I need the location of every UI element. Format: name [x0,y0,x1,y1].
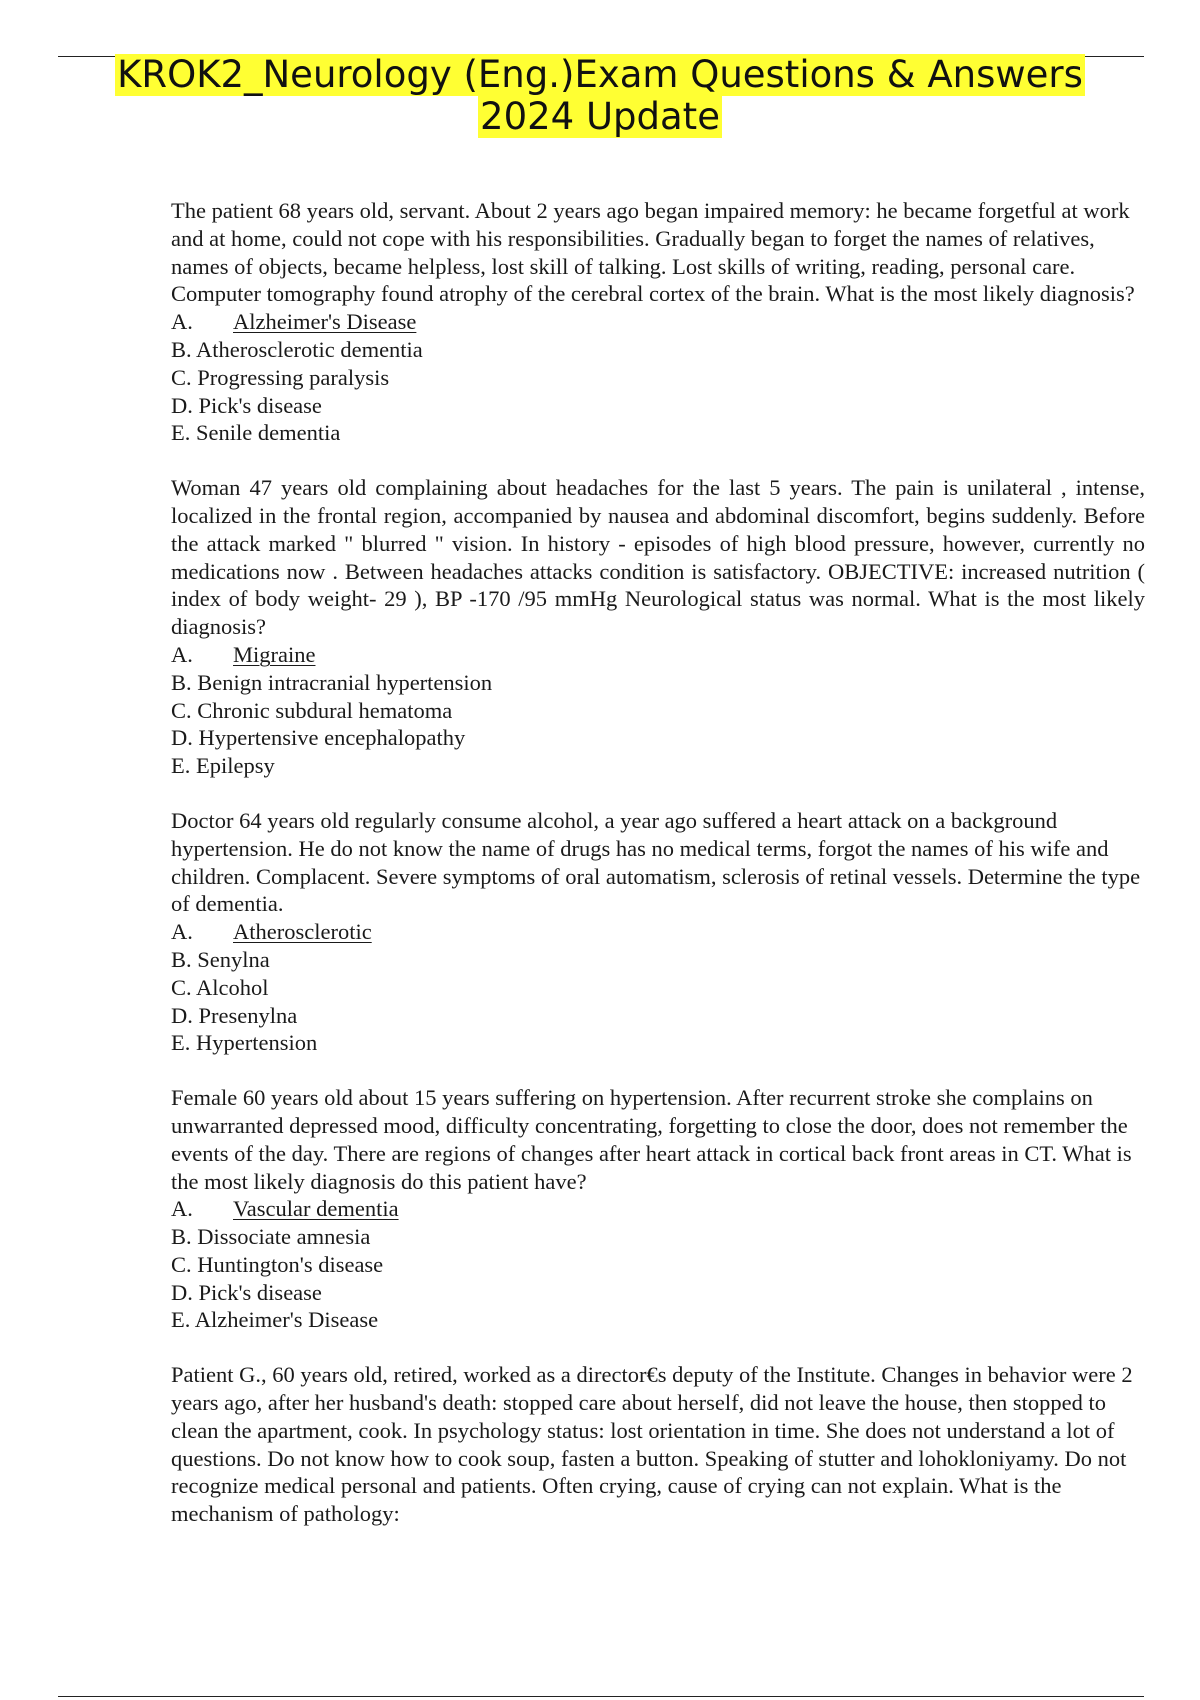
correct-answer: Alzheimer's Disease [233,309,417,335]
question-2 [171,474,1145,780]
option-letter: A. [171,641,193,667]
option-d: D. Pick's disease [171,392,322,418]
option-c: C. Progressing paralysis [171,364,390,390]
title-line-1: KROK2_Neurology (Eng.)Exam Questions & Answers [117,53,1083,96]
option-letter: A. [171,1196,193,1222]
questions-list [171,197,1145,1555]
option-e: E. Hypertension [171,1030,318,1056]
option-b: B. Senylna [171,946,270,972]
document-title [0,54,1200,138]
option-letter: A. [171,919,193,945]
option-e: E. Alzheimer's Disease [171,1307,379,1333]
correct-answer: Migraine [233,641,316,667]
correct-answer: Vascular dementia [233,1196,399,1222]
option-d: D. Hypertensive encephalopathy [171,725,466,751]
bottom-rule [58,1696,1144,1697]
option-b: B. Dissociate amnesia [171,1224,371,1250]
option-a-correct [171,918,1145,946]
title-line-2: 2024 Update [480,95,720,138]
option-letter: A. [171,309,193,335]
option-d: D. Pick's disease [171,1279,322,1305]
question-stem: Doctor 64 years old regularly consume alcohol, a year ago suffered a heart attack on a background hypertension. He do not know the name of drugs has no medical terms, forgot the names of his wife and children. Complacent. Severe symptoms of oral automatism, sclerosis of retinal vessels. Determine the type of dementia. [171,807,1141,917]
option-b: B. Benign intracranial hypertension [171,669,493,695]
option-a-correct [171,641,1145,669]
question-3 [171,807,1145,1057]
option-e: E. Epilepsy [171,753,275,779]
option-c: C. Alcohol [171,974,269,1000]
question-stem: Female 60 years old about 15 years suffering on hypertension. After recurrent stroke she complains on unwarranted depressed mood, difficulty concentrating, forgetting to close the door, does not remember the events of the day. There are regions of changes after heart attack in cortical back front areas in CT. What is the most likely diagnosis do this patient have? [171,1085,1132,1194]
question-1 [171,197,1145,447]
option-a-correct [171,1195,1145,1223]
option-b: B. Atherosclerotic dementia [171,336,423,362]
question-stem: Patient G., 60 years old, retired, worked as a director€s deputy of the Institute. Changes in behavior were 2 years ago, after her husband's death: stopped care about herself, did not leave the house, then stopped to clean the apartment, cook. In psychology status: lost orientation in time. She does not understand a lot of questions. Do not know how to cook soup, fasten a button. Speaking of stutter and lohokloniyamy. Do not recognize medical personal and patients. Often crying, cause of crying can not explain. What is the mechanism of pathology: [171,1362,1133,1527]
question-stem: The patient 68 years old, servant. About 2 years ago began impaired memory: he became forgetful at work and at home, could not cope with his responsibilities. Gradually began to forget the names of relatives, names of objects, became helpless, lost skill of talking. Lost skills of writing, reading, personal care. Computer tomography found atrophy of the cerebral cortex of the brain. What is the most likely diagnosis? [171,198,1135,307]
question-stem: Woman 47 years old complaining about headaches for the last 5 years. The pain is unilateral , intense, localized in the frontal region, accompanied by nausea and abdominal discomfort, begins suddenly. Before the attack marked " blurred " vision. In history - episodes of high blood pressure, however, currently no medications now . Between headaches attacks condition is satisfactory. OBJECTIVE: increased nutrition ( index of body weight- 29 ), BP -170 /95 mmHg Neurological status was normal. What is the most likely diagnosis? [171,475,1145,640]
option-c: C. Chronic subdural hematoma [171,697,453,723]
option-a-correct [171,308,1145,336]
question-5 [171,1361,1145,1528]
correct-answer: Atherosclerotic [233,919,372,945]
option-c: C. Huntington's disease [171,1251,384,1277]
option-d: D. Presenylna [171,1002,298,1028]
option-e: E. Senile dementia [171,420,341,446]
question-4 [171,1084,1145,1334]
